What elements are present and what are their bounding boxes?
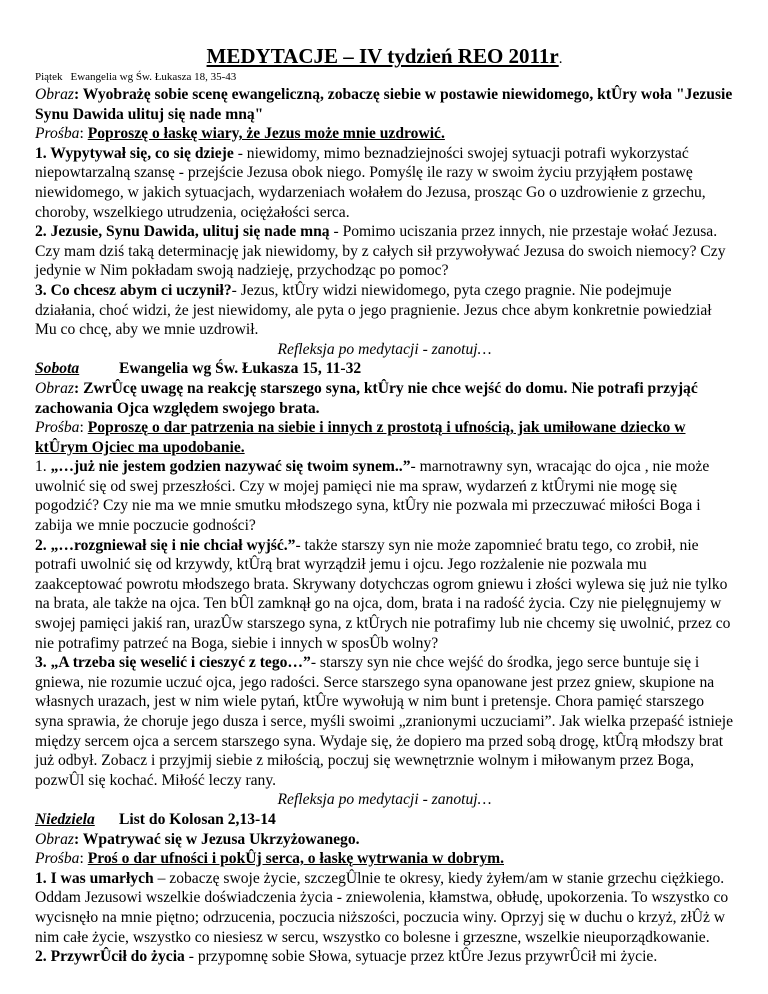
sunday-point-1 bbox=[35, 869, 734, 947]
friday-subheading bbox=[35, 69, 734, 85]
sunday-point-1-text: – zobaczę swoje życie, szczegÛlnie te okresy, kiedy żyłem/am w stanie grzechu ciężkiego. Oddam Jezusowi wszelkie doświadczenia życia - zniewolenia, kłamstwa, obłudę, upokorzenia. To wszystko co wycisnęło na mnie piętno; odrzucenia, poczucia niższości, poczucia winy. Oprzyj się w duchu o krzyż, złÛż w nim całe życie, wszystko co niesiesz w sercu, wszystko co bolesne i grzeszne, wszelkie nieuporządkowanie. bbox=[35, 869, 729, 946]
sunday-prosba-label: Prośba bbox=[35, 850, 80, 868]
friday-point-1-head: 1. Wypytywał się, co się dzieje bbox=[35, 144, 234, 162]
friday-point-3-text: - Jezus, ktÛry widzi niewidomego, pyta czego pragnie. Nie podejmuje działania, choć widzi, że jest niewidomy, ale pyta o jego pragnienie. Jezus chce abym konkretnie powiedział Mu co chcę, aby we mnie uzdrowił. bbox=[35, 281, 712, 339]
saturday-day-label: Sobota bbox=[35, 360, 80, 378]
sunday-prosba-text: Proś o dar ufności i pokÛj serca, o łaskę wytrwania w dobrym. bbox=[87, 850, 504, 868]
friday-point-2 bbox=[35, 222, 734, 281]
saturday-heading bbox=[35, 359, 734, 379]
saturday-point-1-text: - marnotrawny syn, wracając do ojca , nie może uwolnić się od swej przeszłości. Czy w mojej pamięci nie ma spraw, wydarzeń z ktÛrymi nie mogę się pogodzić? Czy nie ma we mnie smutku młodszego syna, ktÛry nie pozwala mi przeczuwać miłości Boga i zabija we mnie poczucie godności? bbox=[35, 458, 710, 535]
saturday-reflection: Refleksja po medytacji - zanotuj… bbox=[277, 791, 492, 809]
friday-prosba bbox=[35, 124, 734, 144]
saturday-prosba-sep: : bbox=[79, 419, 88, 437]
saturday-point-2-head: 2. „…rozgniewał się i nie chciał wyjść.” bbox=[35, 536, 296, 554]
friday-reflection: Refleksja po medytacji - zanotuj… bbox=[277, 340, 492, 358]
sunday-point-2-text: - przypomnę sobie Słowa, sytuacje przez ktÛre Jezus przywrÛcił mi życie. bbox=[184, 948, 658, 966]
friday-obraz-text: : Wyobrażę sobie scenę ewangeliczną, zobaczę siebie w postawie niewidomego, ktÛry woła "Jezusie Synu Dawida ulituj się nade mną" bbox=[35, 86, 733, 123]
friday-obraz-label: Obraz bbox=[35, 86, 74, 103]
sunday-point-2-head: 2. PrzywrÛcił do życia bbox=[35, 948, 185, 966]
saturday-prosba-label: Prośba bbox=[35, 419, 80, 437]
title-dot: . bbox=[558, 51, 563, 67]
saturday-obraz-label: Obraz bbox=[35, 379, 74, 397]
saturday-obraz bbox=[35, 379, 734, 418]
friday-prosba-sep: : bbox=[79, 125, 88, 143]
sunday-obraz-text: : Wpatrywać się w Jezusa Ukrzyżowanego. bbox=[74, 830, 360, 848]
sunday-heading bbox=[35, 810, 734, 830]
friday-point-2-text: - Pomimo uciszania przez innych, nie przestaje wołać Jezusa. Czy mam dziś taką determinację jak niewidomy, by z całych sił przywoływać Jezusa do swoich niemocy? Czy jedynie w Nim pokładam swoją nadzieję, przychodząc po pomoc? bbox=[35, 223, 726, 280]
sunday-point-1-head: 1. I was umarłych bbox=[35, 869, 154, 887]
friday-obraz bbox=[35, 85, 734, 124]
saturday-point-2-text: - także starszy syn nie może zapomnieć bratu tego, co zrobił, nie potrafi uwolnić się od krzywdy, ktÛrą brat wyrządził jemu i ojcu. Jego rozżalenie nie pozwala mu zaakceptować powrotu młodszego brata. Skrywany dotychczas ogrom gniewu i złości wylewa się już nie tylko na brata, ale także na ojca. Ten bÛl zamknął go na ojca, dom, brata i na radość życia. Czy nie pielęgnujemy w swojej pamięci jakiś ran, urazÛw starszego syna, z ktÛrych nie potrafimy lub nie chcemy się uwolnić, przez co nie potrafimy patrzeć na Boga, siebie i innych w sposÛb wolny? bbox=[35, 536, 731, 652]
saturday-point-1-head: „…już nie jestem godzien nazywać się twoim synem..” bbox=[50, 458, 411, 476]
sunday-reading-ref: List do Kolosan 2,13-14 bbox=[119, 810, 276, 828]
saturday-prosba-text: Poproszę o dar patrzenia na siebie i innych z prostotą i ufnością, jak umiłowane dziecko w ktÛrym Ojciec ma upodobanie. bbox=[35, 419, 686, 456]
saturday-point-2 bbox=[35, 536, 734, 654]
sunday-prosba-sep: : bbox=[79, 850, 88, 868]
saturday-gospel-ref: Ewangelia wg Św. Łukasza 15, 11-32 bbox=[119, 360, 362, 378]
friday-prosba-text: Poproszę o łaskę wiary, że Jezus może mnie uzdrowić. bbox=[87, 125, 445, 143]
title-text: MEDYTACJE – IV tydzień REO 2011r bbox=[206, 44, 559, 68]
sunday-obraz bbox=[35, 830, 734, 850]
saturday-point-1-num: 1. bbox=[35, 458, 51, 476]
saturday-point-3-text: - starszy syn nie chce wejść do środka, jego serce buntuje się i gniewa, nie rozumie uczuć ojca, jego radości. Serce starszego syna opanowane jest przez gniew, skupione na własnych urazach, jest w nim wiele pytań, ktÛre wywołują w nim bunt i pretensje. Chora pamięć starszego syna sprawia, że choruje jego dusza i serce, myśli swoimi „zranionymi uczuciami”. Jak wielka przepaść istnieje między sercem ojca a sercem starszego syna. Wydaje się, że dopiero ma przed sobą drogę, ktÛrą młodszy brat już odbył. Zobacz i przyjmij siebie z miłością, poczuj się wewnętrznie wolnym i miłowanym przez Boga, pozwÛl się kochać. Miłość leczy rany. bbox=[35, 654, 734, 789]
sunday-prosba bbox=[35, 849, 734, 869]
saturday-prosba bbox=[35, 418, 734, 457]
document-title bbox=[35, 0, 734, 68]
saturday-obraz-text: : ZwrÛcę uwagę na reakcję starszego syna, ktÛry nie chce wejść do domu. Nie potrafi przyjąć zachowania Ojca względem swojego brata. bbox=[35, 379, 698, 417]
friday-point-2-head: 2. Jezusie, Synu Dawida, ulituj się nade mną bbox=[35, 223, 330, 241]
sunday-point-2 bbox=[35, 947, 734, 967]
friday-gospel-ref: Ewangelia wg Św. Łukasza 18, 35-43 bbox=[70, 71, 237, 83]
friday-point-1 bbox=[35, 144, 734, 222]
sunday-day-label: Niedziela bbox=[35, 810, 95, 828]
saturday-point-3-head: 3. „A trzeba się weselić i cieszyć z tego…” bbox=[35, 654, 311, 672]
friday-point-1-text: - niewidomy, mimo beznadziejności swojej sytuacji potrafi wykorzystać niepowtarzalną szansę - przejście Jezusa obok niego. Pomyślę ile razy w swoim życiu przyjąłem postawę niewidomego, w jakich sytuacjach, wydarzeniach wołałem do Jezusa, prosząc Go o uzdrowienie z grzechu, choroby, wszelkiego utrudzenia, ociężałości serca. bbox=[35, 144, 706, 221]
friday-prosba-label: Prośba bbox=[35, 125, 80, 143]
friday-day-label: Piątek bbox=[35, 71, 63, 83]
saturday-point-3 bbox=[35, 653, 734, 790]
friday-point-3 bbox=[35, 281, 734, 340]
saturday-point-1 bbox=[35, 457, 734, 535]
sunday-obraz-label: Obraz bbox=[35, 830, 74, 848]
friday-point-3-head: 3. Co chcesz abym ci uczynił? bbox=[35, 281, 232, 299]
